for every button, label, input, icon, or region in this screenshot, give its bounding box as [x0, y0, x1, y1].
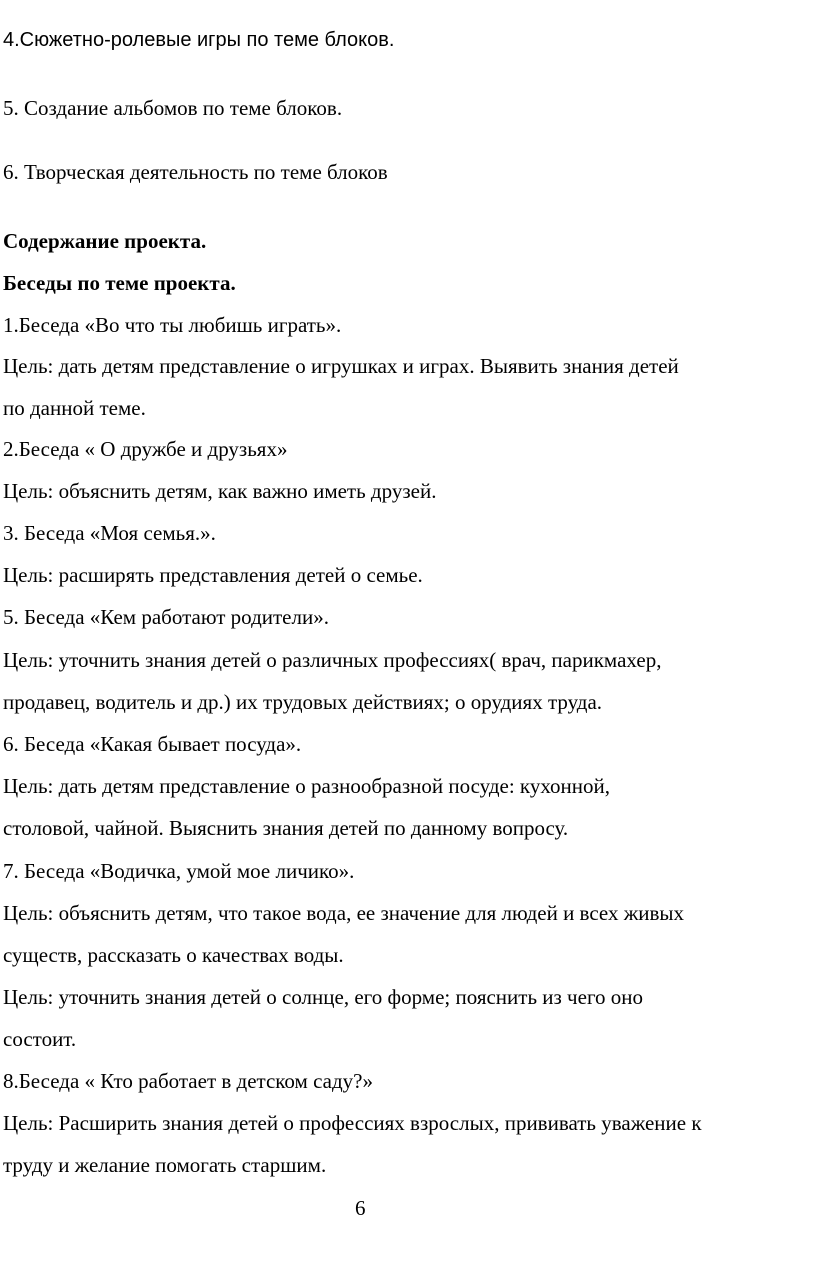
text-line: существ, рассказать о качествах воды. — [3, 943, 344, 967]
text-line: Цель: уточнить знания детей о различных профессиях( врач, парикмахер, — [3, 648, 662, 672]
text-line: Цель: дать детям представление о игрушках и играх. Выявить знания детей — [3, 354, 679, 378]
text-line: Цель: Расширить знания детей о профессиях взрослых, прививать уважение к — [3, 1111, 702, 1135]
list-item-role-games: 4.Сюжетно-ролевые игры по теме блоков. — [3, 29, 395, 51]
section-heading-talks: Беседы по теме проекта. — [3, 271, 236, 295]
list-item-albums: 5. Создание альбомов по теме блоков. — [3, 96, 343, 120]
text-line: состоит. — [3, 1027, 77, 1051]
page-number: 6 — [355, 1196, 366, 1220]
text-line: 3. Беседа «Моя семья.». — [3, 521, 216, 545]
text-line: 2.Беседа « О дружбе и друзьях» — [3, 437, 288, 461]
text-line: 7. Беседа «Водичка, умой мое личико». — [3, 859, 355, 883]
text-line: 6. Беседа «Какая бывает посуда». — [3, 732, 302, 756]
section-heading-content: Содержание проекта. — [3, 229, 207, 253]
text-line: 5. Беседа «Кем работают родители». — [3, 605, 329, 629]
text-line: по данной теме. — [3, 396, 146, 420]
text-line: столовой, чайной. Выяснить знания детей по данному вопросу. — [3, 816, 569, 840]
text-line: труду и желание помогать старшим. — [3, 1153, 327, 1177]
text-line: Цель: уточнить знания детей о солнце, его форме; пояснить из чего оно — [3, 985, 644, 1009]
text-line: 8.Беседа « Кто работает в детском саду?» — [3, 1069, 373, 1093]
text-line: Цель: объяснить детям, что такое вода, ее значение для людей и всех живых — [3, 901, 684, 925]
text-line: Цель: расширять представления детей о семье. — [3, 563, 423, 587]
list-item-creative: 6. Творческая деятельность по теме блоков — [3, 160, 388, 184]
text-line: 1.Беседа «Во что ты любишь играть». — [3, 313, 342, 337]
text-line: продавец, водитель и др.) их трудовых действиях; о орудиях труда. — [3, 690, 603, 714]
text-line: Цель: дать детям представление о разнообразной посуде: кухонной, — [3, 774, 611, 798]
text-line: Цель: объяснить детям, как важно иметь друзей. — [3, 479, 437, 503]
